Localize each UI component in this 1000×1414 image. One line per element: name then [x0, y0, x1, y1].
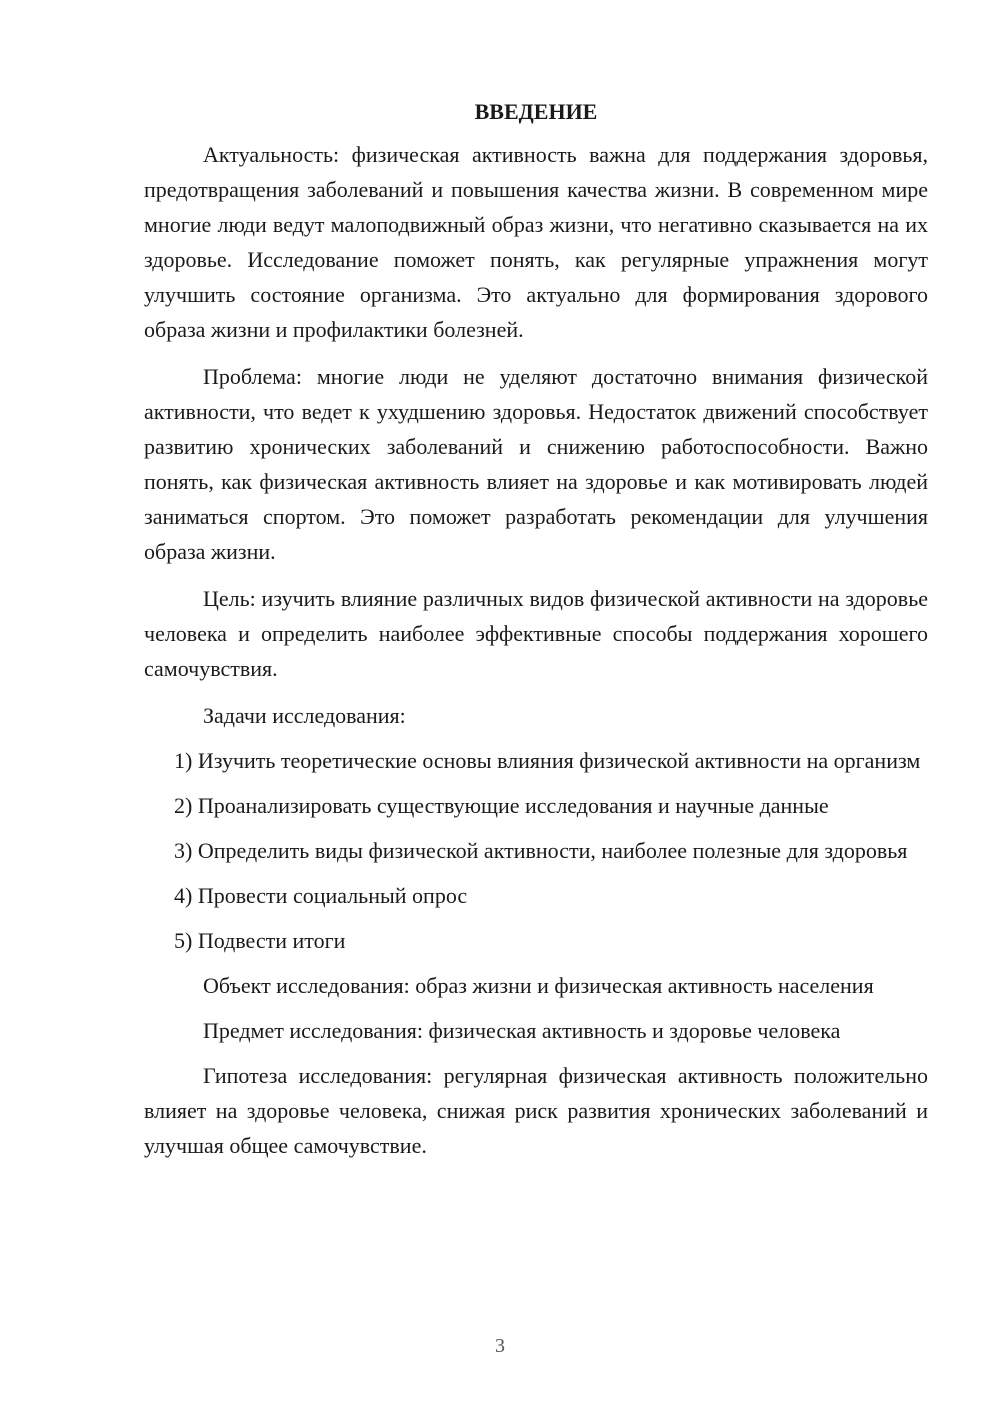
list-item: 2) Проанализировать существующие исследования и научные данные: [174, 793, 829, 818]
object-paragraph: Объект исследования: образ жизни и физическая активность населения: [203, 973, 874, 998]
hypothesis-paragraph: Гипотеза исследования: регулярная физическая активность положительно влияет на здоровье человека, снижая риск развития хронических заболеваний и улучшая общее самочувствие.: [144, 1063, 928, 1158]
list-item: 3) Определить виды физической активности, наиболее полезные для здоровья: [174, 838, 908, 863]
relevance-paragraph: Актуальность: физическая активность важна для поддержания здоровья, предотвращения заболеваний и повышения качества жизни. В современном мире многие люди ведут малоподвижный образ жизни, что негативно сказывается на их здоровье. Исследование поможет понять, как регулярные упражнения могут улучшить состояние организма. Это актуально для формирования здорового образа жизни и профилактики болезней.: [144, 142, 928, 342]
page-number: 3: [495, 1335, 505, 1357]
list-item: 1) Изучить теоретические основы влияния физической активности на организм: [174, 748, 921, 773]
list-item: 5) Подвести итоги: [174, 928, 346, 953]
problem-paragraph: Проблема: многие люди не уделяют достаточно внимания физической активности, что ведет к ухудшению здоровья. Недостаток движений способствует развитию хронических заболеваний и снижению работоспособности. Важно понять, как физическая активность влияет на здоровье и как мотивировать людей заниматься спортом. Это поможет разработать рекомендации для улучшения образа жизни.: [144, 364, 928, 564]
list-item: 4) Провести социальный опрос: [174, 883, 468, 908]
document-page: [144, 94, 928, 1173]
goal-paragraph: Цель: изучить влияние различных видов физической активности на здоровье человека и определить наиболее эффективные способы поддержания хорошего самочувствия.: [144, 586, 928, 681]
tasks-list: [144, 743, 928, 958]
tasks-heading: Задачи исследования:: [203, 703, 406, 728]
subject-paragraph: Предмет исследования: физическая активность и здоровье человека: [203, 1018, 841, 1043]
section-title: ВВЕДЕНИЕ: [474, 99, 598, 124]
